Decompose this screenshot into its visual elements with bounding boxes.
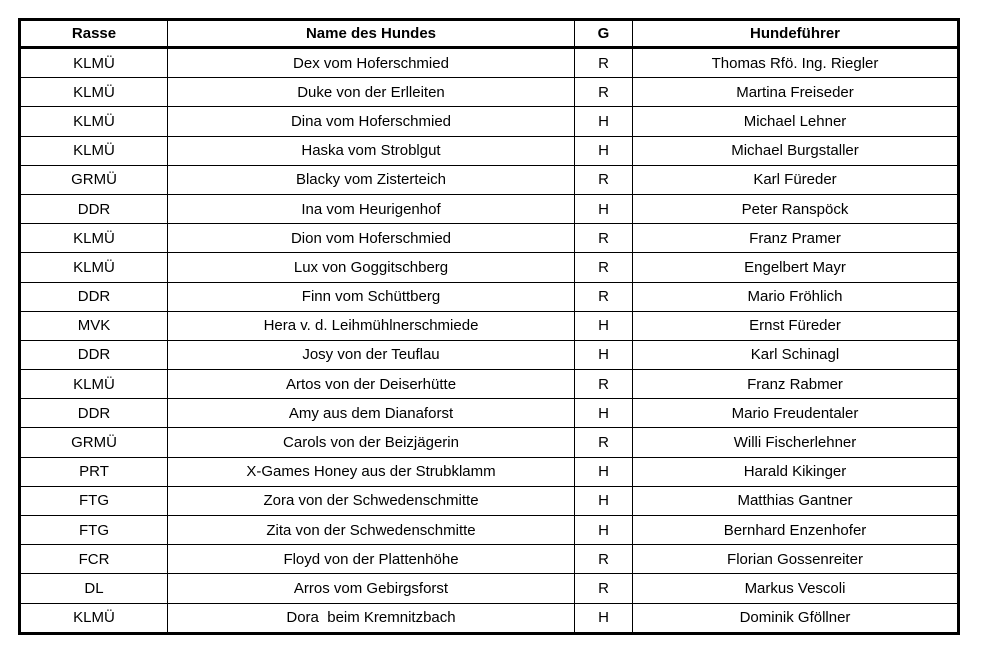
cell-fuehrer: Karl Schinagl	[633, 340, 959, 369]
table-row	[20, 48, 959, 78]
cell-g: H	[575, 603, 633, 633]
cell-g: R	[575, 224, 633, 253]
cell-fuehrer: Engelbert Mayr	[633, 253, 959, 282]
cell-g: R	[575, 370, 633, 399]
table-row	[20, 311, 959, 340]
cell-name: Floyd von der Plattenhöhe	[168, 545, 575, 574]
column-header-name: Name des Hundes	[168, 20, 575, 48]
table-body	[20, 48, 959, 634]
cell-g: H	[575, 399, 633, 428]
table-row	[20, 574, 959, 603]
cell-g: H	[575, 136, 633, 165]
cell-fuehrer: Franz Rabmer	[633, 370, 959, 399]
cell-name: Dex vom Hoferschmied	[168, 48, 575, 78]
cell-fuehrer: Ernst Füreder	[633, 311, 959, 340]
cell-rasse: KLMÜ	[20, 78, 168, 107]
dog-registry-table	[18, 18, 960, 635]
table-row	[20, 165, 959, 194]
table-row	[20, 545, 959, 574]
cell-g: R	[575, 545, 633, 574]
cell-fuehrer: Peter Ranspöck	[633, 194, 959, 223]
cell-fuehrer: Florian Gossenreiter	[633, 545, 959, 574]
cell-rasse: KLMÜ	[20, 253, 168, 282]
cell-g: H	[575, 340, 633, 369]
cell-name: Dora beim Kremnitzbach	[168, 603, 575, 633]
cell-name: Lux von Goggitschberg	[168, 253, 575, 282]
cell-rasse: DDR	[20, 194, 168, 223]
cell-rasse: GRMÜ	[20, 428, 168, 457]
cell-name: Dion vom Hoferschmied	[168, 224, 575, 253]
cell-fuehrer: Matthias Gantner	[633, 486, 959, 515]
cell-fuehrer: Michael Burgstaller	[633, 136, 959, 165]
cell-rasse: KLMÜ	[20, 224, 168, 253]
cell-fuehrer: Thomas Rfö. Ing. Riegler	[633, 48, 959, 78]
cell-g: H	[575, 457, 633, 486]
table-row	[20, 428, 959, 457]
table-row	[20, 194, 959, 223]
table-row	[20, 224, 959, 253]
cell-g: H	[575, 516, 633, 545]
cell-name: X-Games Honey aus der Strubklamm	[168, 457, 575, 486]
cell-g: R	[575, 574, 633, 603]
cell-rasse: DDR	[20, 399, 168, 428]
cell-name: Josy von der Teuflau	[168, 340, 575, 369]
cell-name: Artos von der Deiserhütte	[168, 370, 575, 399]
cell-name: Duke von der Erlleiten	[168, 78, 575, 107]
cell-rasse: GRMÜ	[20, 165, 168, 194]
cell-g: R	[575, 165, 633, 194]
cell-rasse: FCR	[20, 545, 168, 574]
cell-g: R	[575, 282, 633, 311]
cell-rasse: MVK	[20, 311, 168, 340]
cell-fuehrer: Willi Fischerlehner	[633, 428, 959, 457]
cell-g: H	[575, 107, 633, 136]
cell-rasse: DL	[20, 574, 168, 603]
cell-fuehrer: Mario Freudentaler	[633, 399, 959, 428]
cell-g: R	[575, 428, 633, 457]
cell-rasse: KLMÜ	[20, 107, 168, 136]
cell-rasse: KLMÜ	[20, 603, 168, 633]
table-row	[20, 399, 959, 428]
cell-fuehrer: Karl Füreder	[633, 165, 959, 194]
cell-g: H	[575, 486, 633, 515]
table-row	[20, 486, 959, 515]
table-row	[20, 78, 959, 107]
table-row	[20, 340, 959, 369]
cell-name: Dina vom Hoferschmied	[168, 107, 575, 136]
table-row	[20, 282, 959, 311]
column-header-g: G	[575, 20, 633, 48]
table-row	[20, 516, 959, 545]
column-header-fuehrer: Hundeführer	[633, 20, 959, 48]
cell-g: R	[575, 78, 633, 107]
cell-name: Haska vom Stroblgut	[168, 136, 575, 165]
cell-g: R	[575, 48, 633, 78]
cell-name: Finn vom Schüttberg	[168, 282, 575, 311]
cell-rasse: PRT	[20, 457, 168, 486]
table-header	[20, 20, 959, 48]
cell-g: H	[575, 194, 633, 223]
cell-fuehrer: Michael Lehner	[633, 107, 959, 136]
cell-fuehrer: Markus Vescoli	[633, 574, 959, 603]
cell-rasse: KLMÜ	[20, 370, 168, 399]
cell-fuehrer: Dominik Gföllner	[633, 603, 959, 633]
cell-rasse: KLMÜ	[20, 136, 168, 165]
cell-rasse: FTG	[20, 516, 168, 545]
cell-rasse: FTG	[20, 486, 168, 515]
table-row	[20, 107, 959, 136]
table-row	[20, 253, 959, 282]
cell-rasse: DDR	[20, 282, 168, 311]
cell-name: Blacky vom Zisterteich	[168, 165, 575, 194]
cell-name: Carols von der Beizjägerin	[168, 428, 575, 457]
cell-fuehrer: Harald Kikinger	[633, 457, 959, 486]
cell-g: H	[575, 311, 633, 340]
cell-name: Amy aus dem Dianaforst	[168, 399, 575, 428]
cell-name: Zora von der Schwedenschmitte	[168, 486, 575, 515]
cell-fuehrer: Bernhard Enzenhofer	[633, 516, 959, 545]
cell-name: Hera v. d. Leihmühlnerschmiede	[168, 311, 575, 340]
table-row	[20, 603, 959, 633]
table-row	[20, 457, 959, 486]
cell-name: Arros vom Gebirgsforst	[168, 574, 575, 603]
table-row	[20, 136, 959, 165]
header-row	[20, 20, 959, 48]
cell-fuehrer: Martina Freiseder	[633, 78, 959, 107]
cell-fuehrer: Franz Pramer	[633, 224, 959, 253]
cell-name: Ina vom Heurigenhof	[168, 194, 575, 223]
cell-fuehrer: Mario Fröhlich	[633, 282, 959, 311]
table-row	[20, 370, 959, 399]
cell-rasse: KLMÜ	[20, 48, 168, 78]
cell-g: R	[575, 253, 633, 282]
column-header-rasse: Rasse	[20, 20, 168, 48]
cell-name: Zita von der Schwedenschmitte	[168, 516, 575, 545]
cell-rasse: DDR	[20, 340, 168, 369]
